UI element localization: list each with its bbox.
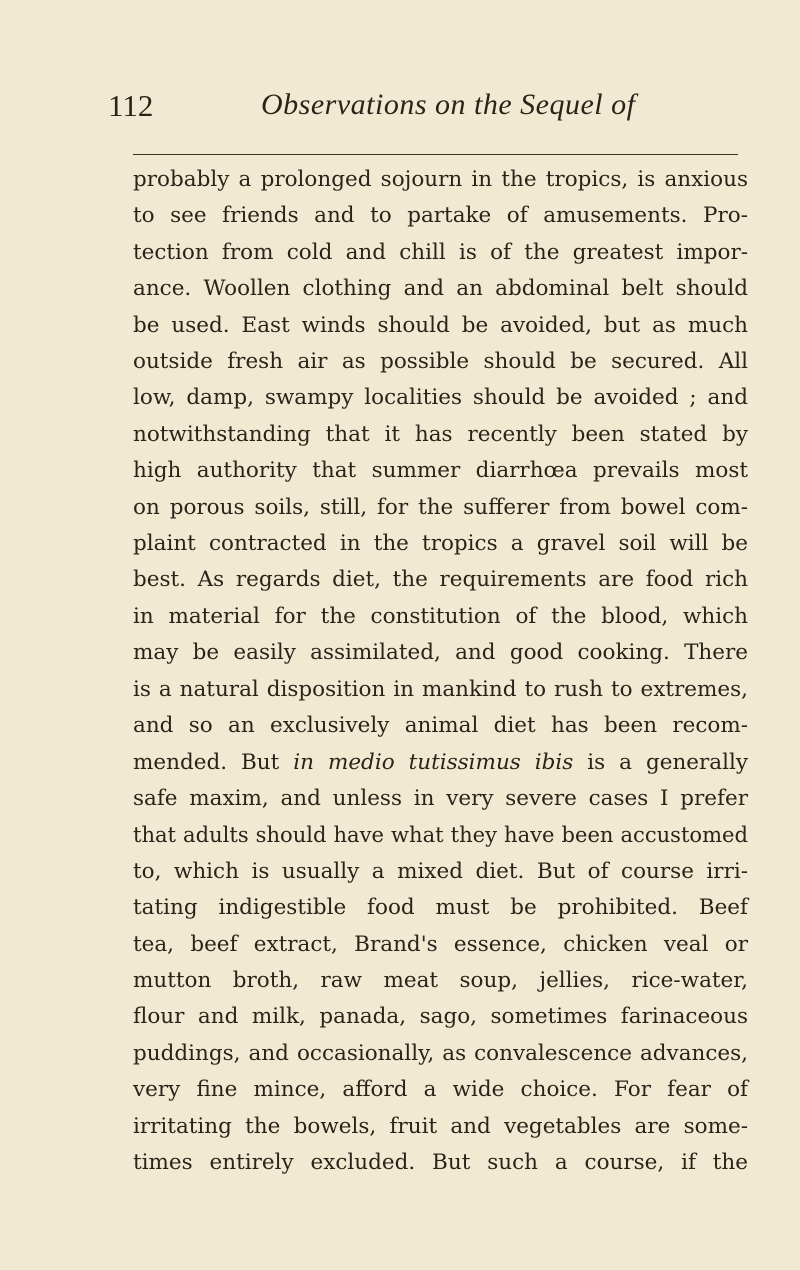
text-line: mutton broth, raw meat soup, jellies, rice-water,	[133, 967, 748, 993]
header-rule	[133, 154, 738, 155]
page-header	[108, 88, 748, 128]
text-line: low, damp, swampy localities should be avoided ; and	[133, 385, 748, 411]
text-segment: mended. But	[133, 749, 294, 775]
text-line: outside fresh air as possible should be secured. All	[133, 349, 748, 375]
text-line: to see friends and to partake of amusements. Pro-	[133, 203, 748, 229]
text-line: ance. Woollen clothing and an abdominal belt should	[133, 276, 748, 302]
text-line: best. As regards diet, the requirements are food rich	[133, 567, 748, 593]
text-segment: is a generally	[573, 749, 749, 775]
text-line: may be easily assimilated, and good cooking. There	[133, 640, 748, 666]
running-head: Observations on the Sequel of	[261, 88, 636, 121]
text-line: and so an exclusively animal diet has been recom-	[133, 713, 748, 739]
body-text	[133, 162, 748, 1181]
page-number: 112	[108, 88, 154, 123]
text-line: plaint contracted in the tropics a gravel soil will be	[133, 531, 748, 557]
text-line: is a natural disposition in mankind to rush to extremes,	[133, 676, 748, 702]
text-line: tection from cold and chill is of the greatest impor-	[133, 239, 748, 265]
text-line: to, which is usually a mixed diet. But of course irri-	[133, 858, 748, 884]
text-line-with-latin	[133, 745, 748, 781]
text-line: puddings, and occasionally, as convalescence advances,	[133, 1040, 748, 1066]
text-line: on porous soils, still, for the sufferer from bowel com-	[133, 494, 748, 520]
latin-phrase: in medio tutissimus ibis	[293, 749, 574, 775]
text-line: notwithstanding that it has recently been stated by	[133, 421, 748, 447]
text-line: very fine mince, afford a wide choice. For fear of	[133, 1077, 748, 1103]
text-line: tea, beef extract, Brand's essence, chicken veal or	[133, 931, 748, 957]
text-line: be used. East winds should be avoided, but as much	[133, 312, 748, 338]
text-line: times entirely excluded. But such a course, if the	[133, 1149, 748, 1175]
text-line: that adults should have what they have been accustomed	[133, 822, 748, 848]
text-line: flour and milk, panada, sago, sometimes farinaceous	[133, 1004, 748, 1030]
text-line: probably a prolonged sojourn in the tropics, is anxious	[133, 167, 748, 192]
text-line: in material for the constitution of the blood, which	[133, 603, 748, 629]
text-line: safe maxim, and unless in very severe cases I prefer	[133, 785, 748, 811]
text-line: high authority that summer diarrhœa prevails most	[133, 458, 748, 484]
text-line: tating indigestible food must be prohibited. Beef	[133, 895, 748, 921]
text-line: irritating the bowels, fruit and vegetables are some-	[133, 1113, 748, 1139]
